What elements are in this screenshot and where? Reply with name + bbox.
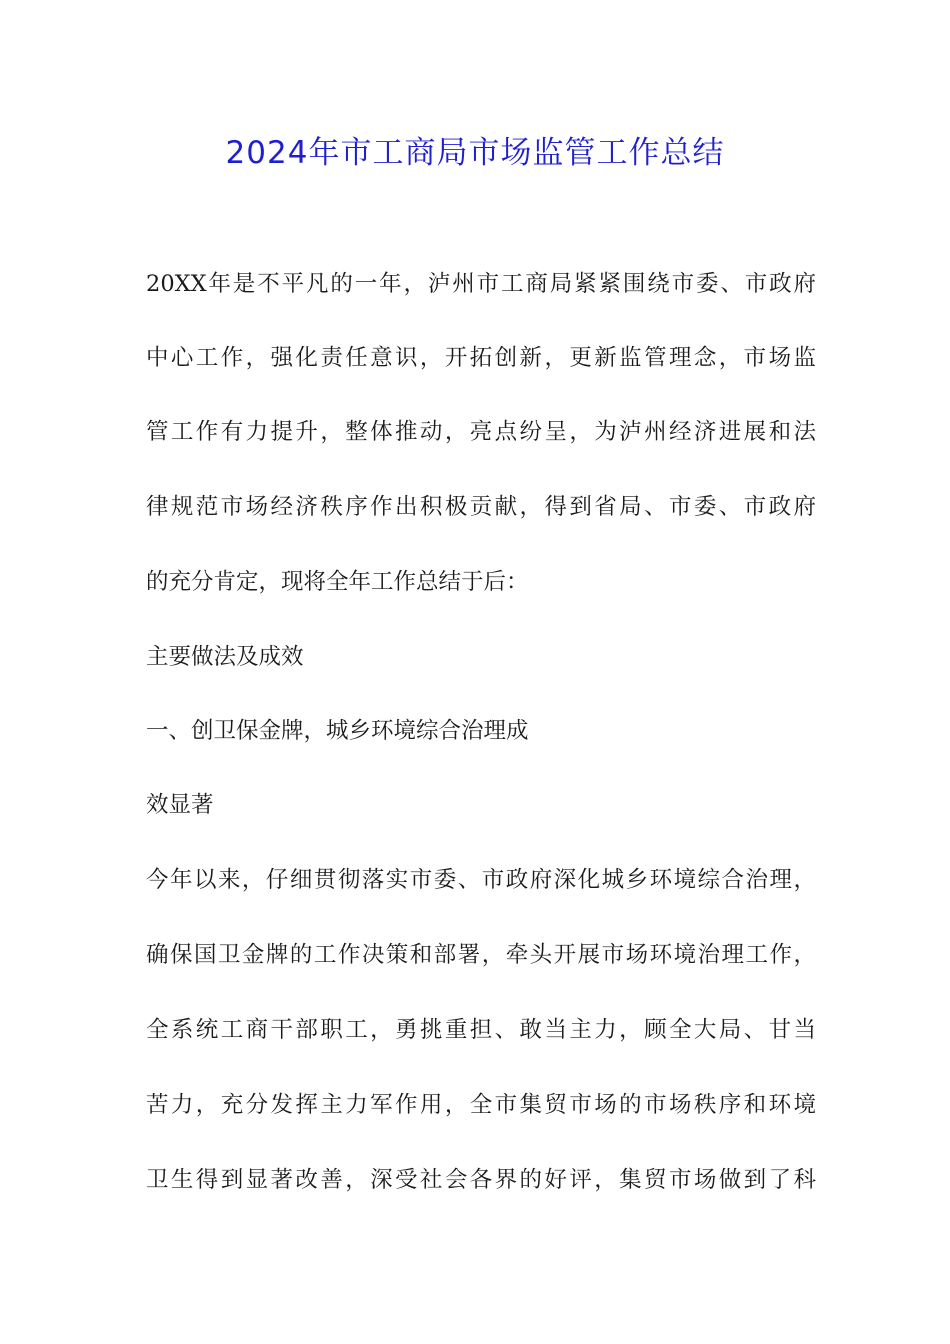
- body-line-10: 卫生得到显著改善，深受社会各界的好评，集贸市场做到了科: [146, 1167, 816, 1193]
- body-line-8: 全系统工商干部职工，勇挑重担、敢当主力，顾全大局、甘当: [146, 1017, 816, 1043]
- body-line-2: 中心工作，强化责任意识，开拓创新，更新监管理念，市场监: [146, 345, 816, 371]
- document-title: 2024年市工商局市场监管工作总结: [225, 135, 725, 171]
- body-line-1: 20XX年是不平凡的一年，泸州市工商局紧紧围绕市委、市政府: [146, 271, 816, 297]
- subsection-heading-line-1: 一、创卫保金牌，城乡环境综合治理成: [146, 718, 529, 744]
- body-line-4: 律规范市场经济秩序作出积极贡献，得到省局、市委、市政府: [146, 494, 816, 520]
- body-line-6: 今年以来，仔细贯彻落实市委、市政府深化城乡环境综合治理，: [146, 867, 816, 893]
- body-line-7: 确保国卫金牌的工作决策和部署，牵头开展市场环境治理工作，: [146, 942, 816, 968]
- subsection-heading-line-2: 效显著: [146, 792, 214, 818]
- body-line-5: 的充分肯定，现将全年工作总结于后：: [146, 569, 529, 595]
- body-line-9: 苦力，充分发挥主力军作用，全市集贸市场的市场秩序和环境: [146, 1092, 816, 1118]
- body-line-3: 管工作有力提升，整体推动，亮点纷呈，为泸州经济进展和法: [146, 419, 816, 445]
- section-heading: 主要做法及成效: [146, 644, 304, 670]
